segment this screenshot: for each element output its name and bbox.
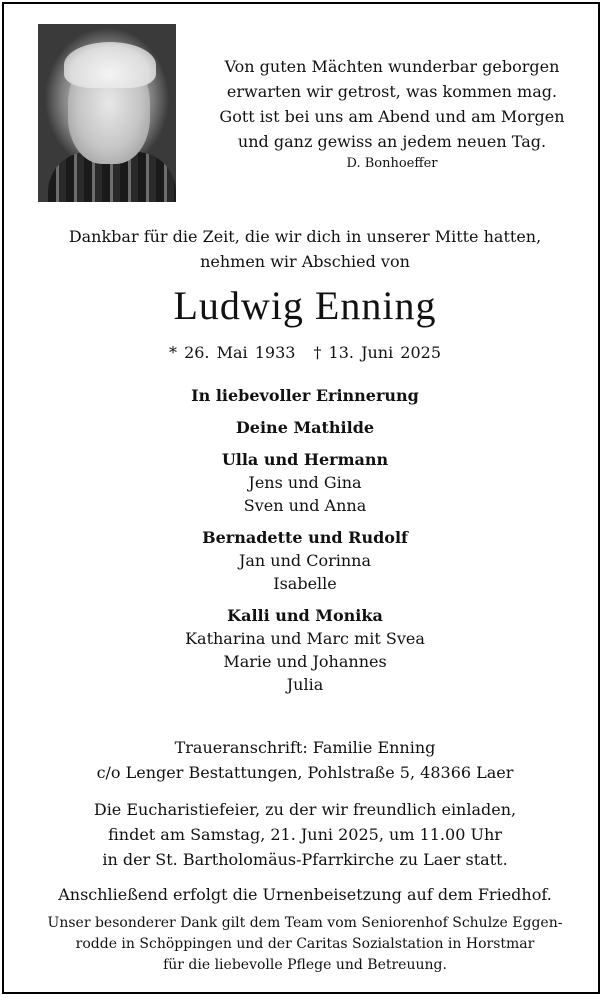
poem bbox=[194, 54, 590, 174]
family-group-head: Deine Mathilde bbox=[235, 418, 375, 437]
thanks-line: Unser besonderer Dank gilt dem Team vom Seniorenhof Schulze Eggen- bbox=[47, 915, 563, 931]
service-line: Die Eucharistiefeier, zu der wir freundlich einladen, bbox=[93, 800, 517, 819]
poem-line: erwarten wir getrost, was kommen mag. bbox=[226, 82, 558, 101]
thanks-line: für die liebevolle Pflege und Betreuung. bbox=[163, 957, 447, 973]
poem-line: und ganz gewiss an jedem neuen Tag. bbox=[237, 132, 547, 151]
address-line: c/o Lenger Bestattungen, Pohlstraße 5, 48366 Laer bbox=[96, 763, 514, 782]
poem-author: D. Bonhoeffer bbox=[346, 156, 438, 171]
life-dates bbox=[4, 342, 606, 364]
poem-line: Gott ist bei uns am Abend und am Morgen bbox=[219, 107, 565, 126]
poem-line: Von guten Mächten wunderbar geborgen bbox=[224, 57, 560, 76]
obituary-card bbox=[2, 2, 600, 994]
service-line: in der St. Bartholomäus-Pfarrkirche zu Laer statt. bbox=[102, 850, 508, 869]
family-group-head: Kalli und Monika bbox=[227, 606, 383, 625]
family-member: Jens und Gina bbox=[248, 473, 362, 492]
family-list bbox=[4, 384, 606, 696]
portrait-hair bbox=[64, 42, 156, 88]
service-line: findet am Samstag, 21. Juni 2025, um 11.00 Uhr bbox=[108, 825, 502, 844]
family-member: Isabelle bbox=[273, 574, 337, 593]
thanks-line: rodde in Schöppingen und der Caritas Sozialstation in Horstmar bbox=[75, 936, 535, 952]
deceased-name: Ludwig Enning bbox=[173, 283, 437, 328]
portrait-photo bbox=[38, 24, 176, 202]
family-member: Katharina und Marc mit Svea bbox=[185, 629, 425, 648]
family-group-head: Bernadette und Rudolf bbox=[202, 528, 408, 547]
family-member: Julia bbox=[286, 675, 324, 694]
family-member: Sven und Anna bbox=[243, 496, 367, 515]
intro-text bbox=[4, 224, 606, 274]
family-member: Jan und Corinna bbox=[238, 551, 372, 570]
family-member: Marie und Johannes bbox=[223, 652, 387, 671]
family-heading: In liebevoller Erinnerung bbox=[191, 386, 419, 405]
urn-burial-note: Anschließend erfolgt die Urnenbeisetzung auf dem Friedhof. bbox=[58, 885, 552, 904]
intro-line: nehmen wir Abschied von bbox=[200, 252, 410, 271]
birth-date: * 26. Mai 1933 bbox=[168, 343, 296, 362]
intro-line: Dankbar für die Zeit, die wir dich in unserer Mitte hatten, bbox=[68, 227, 542, 246]
service-info bbox=[4, 797, 606, 872]
address-line: Traueranschrift: Familie Enning bbox=[174, 738, 436, 757]
death-date: † 13. Juni 2025 bbox=[313, 343, 442, 362]
thanks-note bbox=[4, 913, 606, 976]
mourning-address bbox=[4, 735, 606, 785]
family-group-head: Ulla und Hermann bbox=[221, 450, 389, 469]
